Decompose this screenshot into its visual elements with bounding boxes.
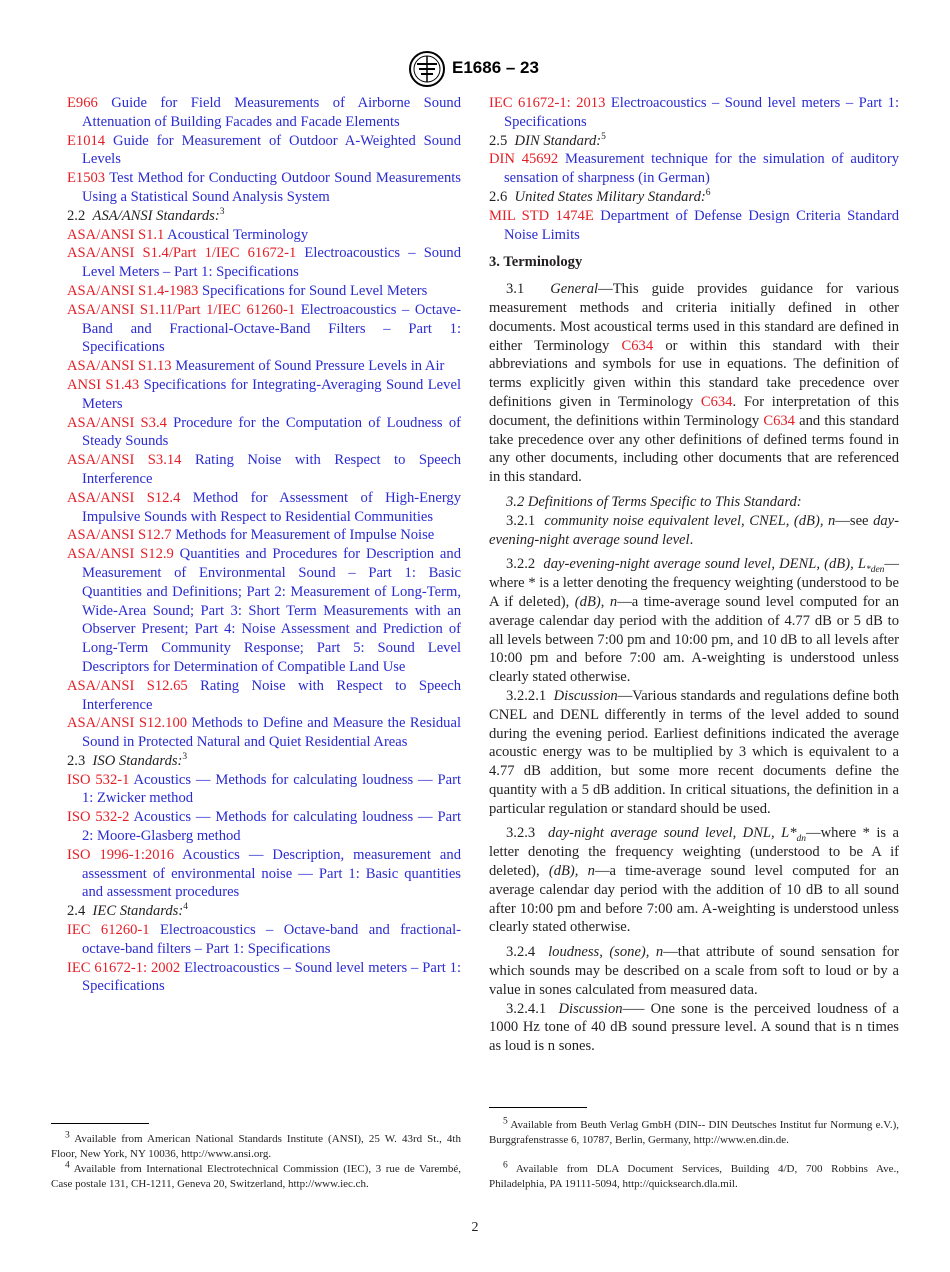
astm-logo-icon xyxy=(408,50,446,88)
paragraph-3-2-4-1: 3.2.4.1 Discussion—– One sone is the perceived loudness of a 1000 Hz tone of 40 dB sound pressure level. A sound that is n times as loud is n sones. xyxy=(489,1000,899,1055)
reference-title-link[interactable]: Rating Noise with Respect to Speech Interference xyxy=(82,677,462,713)
section-2-3: 2.3 ISO Standards:$^3$ xyxy=(67,752,188,769)
reference-title-link[interactable]: Guide for Field Measurements of Airborne Sound Attenuation of Building Facades and Facade Elements xyxy=(82,95,461,130)
reference-title-link[interactable]: Measurement of Sound Pressure Levels in Air xyxy=(175,358,445,375)
footnote-rule-right xyxy=(489,1107,587,1108)
reference-title-link[interactable]: Rating Noise with Respect to Speech Interference xyxy=(82,452,462,487)
reference-code-link[interactable]: IEC 61260-1 xyxy=(67,922,150,939)
reference-item xyxy=(67,132,461,170)
paragraph-3-1: 3.1 General—This guide provides guidance for various measurement methods and criteria initially defined in other documents. Most acoustical terms used in this standard are defined in either Terminology C634 or within this standard with their abbreviations and symbols for use in equations. The definition of terms explicitly given within this standard take precedence over definitions given in Terminology C634. For interpretation of this document, the definitions within Terminology C634 and this standard take precedence over any other definitions of defined terms found in any other documents, including other documents that are referenced in this standard. xyxy=(489,281,899,486)
paragraph-3-2-2-1: 3.2.2.1 Discussion—Various standards and regulations define both CNEL and DENL differently in terms of the level added to sound during the evening period. Earliest definitions indicated the average acoustic energy was to be multiplied by 3 which is equivalent to a 4.77 dB addition, but some more recent documents define the quantity with a 5 dB addition. In critical situations, the definition in a particular regulation or standard should be used. xyxy=(489,687,899,817)
reference-list-ansi xyxy=(67,226,461,752)
reference-code-link[interactable]: ASA/ANSI S1.13 xyxy=(67,358,172,375)
section-2-5: 2.5 DIN Standard:$^5$ xyxy=(489,131,606,149)
reference-item xyxy=(489,207,899,245)
reference-title-link[interactable]: Specifications for Sound Level Meters xyxy=(202,282,428,299)
reference-title-link[interactable]: Measurement technique for the simulation of auditory sensation of sharpness (in German) xyxy=(504,151,899,187)
reference-item xyxy=(67,244,461,282)
reference-title-link[interactable]: Electroacoustics – Sound Level Meters – Part 1: Specifications xyxy=(82,245,461,281)
footnote-rule-left xyxy=(51,1123,149,1124)
right-column xyxy=(489,94,899,1056)
reference-code-link[interactable]: ASA/ANSI S12.65 xyxy=(67,677,188,694)
reference-code-link[interactable]: ASA/ANSI S1.1 xyxy=(67,226,165,243)
reference-item xyxy=(67,714,461,752)
section-2-2: 2.2 ASA/ANSI Standards:$^3$ xyxy=(67,206,225,224)
page-number: 2 xyxy=(471,1220,479,1235)
reference-code-link[interactable]: IEC 61672-1: 2013 xyxy=(489,95,606,111)
paragraph-3-2-2: 3.2.2 day-evening-night average sound level, DENL, (dB), $L_{*den}—where$ * is a letter denoting the frequency weighting (understood to be A if deleted), (dB), n—a time-average sound level computed for an average calendar day period with the addition of 4.77 dB or 5 dB to all levels between 7:00 pm and 10:00 pm, and 10 dB to all levels after 10:00 pm and before 7:00 am. A-weighting is understood unless clearly stated otherwise. xyxy=(489,556,899,686)
reference-code-link[interactable]: ASA/ANSI S12.7 xyxy=(67,527,172,544)
paragraph-3-2-3: 3.2.3 day-night average sound level, DNL, $L*_{dn}—where$ * is a letter denoting the frequency weighting (understood to be A if deleted), (dB), n—a time-average sound level computed for an average calendar day period with the addition of 10 dB to all sound after 10:00 pm and before 7:00 am. A-weighting is understood unless clearly stated otherwise. xyxy=(489,825,900,936)
reference-code-link[interactable]: ISO 532-1 xyxy=(67,771,130,788)
reference-code-link[interactable]: IEC 61672-1: 2002 xyxy=(67,959,181,976)
reference-code-link[interactable]: ISO 532-2 xyxy=(67,809,130,826)
reference-title-link[interactable]: Methods to Define and Measure the Residual Sound in Protected Natural and Quiet Residential Areas xyxy=(82,715,462,751)
reference-code-link[interactable]: ASA/ANSI S1.4/Part 1/IEC 61672-1 xyxy=(67,245,297,262)
reference-code-link[interactable]: ASA/ANSI S3.14 xyxy=(67,452,182,469)
link-c634[interactable]: C634 xyxy=(700,393,733,410)
reference-title-link[interactable]: Department of Defense Design Criteria Standard Noise Limits xyxy=(504,207,899,243)
reference-title-link[interactable]: Acoustical Terminology xyxy=(167,226,309,243)
reference-item xyxy=(489,150,899,188)
section-2-6: 2.6 United States Military Standard:$^6$ xyxy=(489,188,711,205)
reference-item xyxy=(67,226,461,245)
reference-code-link[interactable]: ASA/ANSI S1.4-1983 xyxy=(67,282,199,299)
reference-item xyxy=(67,677,461,715)
link-c634[interactable]: C634 xyxy=(621,337,654,354)
reference-title-link[interactable]: Methods for Measurement of Impulse Noise xyxy=(175,527,435,544)
paragraph-3-2-1: 3.2.1 community noise equivalent level, CNEL, (dB), n—see day-evening-night average sound level. xyxy=(489,512,899,548)
footnote-4: $^4$ Available from International Electrotechnical Commission (IEC), 3 rue de Varembé, Case postale 131, CH-1211, Geneva 20, Switzerland, http://www.iec.ch. xyxy=(51,1160,461,1190)
reference-item xyxy=(67,771,461,809)
reference-item xyxy=(67,376,461,414)
reference-code-link[interactable]: ASA/ANSI S12.100 xyxy=(67,715,188,732)
paragraph-3-2: 3.2 Definitions of Terms Specific to This Standard: xyxy=(506,493,802,510)
link-c634[interactable]: C634 xyxy=(763,412,795,429)
reference-code-link[interactable]: ASA/ANSI S1.11/Part 1/IEC 61260-1 xyxy=(67,301,296,318)
reference-code-link[interactable]: E966 xyxy=(67,95,98,111)
reference-item xyxy=(67,94,461,132)
reference-code-link[interactable]: MIL STD 1474E xyxy=(489,207,594,224)
reference-item xyxy=(67,545,461,677)
reference-list-astm xyxy=(67,94,461,207)
footnote-3: $^3$ Available from American National Standards Institute (ANSI), 25 W. 43rd St., 4th Floor, New York, NY 10036, http://www.ansi.org. xyxy=(51,1130,461,1160)
reference-title-link[interactable]: Electroacoustics – Sound level meters – Part 1: Specifications xyxy=(82,959,461,995)
reference-list-iec xyxy=(67,921,461,996)
reference-item xyxy=(67,846,461,902)
section-heading-terminology: 3. Terminology xyxy=(489,254,583,271)
reference-title-link[interactable]: Procedure for the Computation of Loudness of Steady Sounds xyxy=(82,414,462,450)
document-designation: E1686 – 23 xyxy=(452,58,539,77)
reference-item xyxy=(67,169,461,207)
reference-title-link[interactable]: Acoustics — Description, measurement and assessment of environmental noise — Part 1: Basic quantities and assessment procedures xyxy=(82,846,461,901)
reference-item xyxy=(67,282,461,301)
reference-item xyxy=(67,526,461,545)
reference-item xyxy=(67,357,461,376)
reference-title-link[interactable]: Electroacoustics – Octave-band and fractional-octave-band filters – Part 1: Specifications xyxy=(82,922,461,957)
footnote-5: $^5$ Available from Beuth Verlag GmbH (DIN-- DIN Deutsches Institut fur Normung e.V.), Burggrafenstrasse 6, 10787, Berlin, Germany, http://www.en.din.de. xyxy=(489,1116,899,1146)
reference-code-link[interactable]: ASA/ANSI S12.9 xyxy=(67,546,174,563)
reference-list-mil xyxy=(489,207,899,245)
reference-title-link[interactable]: Method for Assessment of High-Energy Impulsive Sounds with Respect to Residential Communities xyxy=(82,489,462,525)
reference-code-link[interactable]: E1503 xyxy=(67,170,106,187)
reference-item xyxy=(67,959,461,997)
paragraph-3-2-4: 3.2.4 loudness, (sone), n—that attribute of sound sensation for which sounds may be described on a scale from soft to loud or by a value in sones calculated from measured data. xyxy=(489,944,899,998)
reference-item xyxy=(489,94,899,132)
reference-item xyxy=(67,301,461,357)
reference-list-din xyxy=(489,150,899,188)
reference-title-link[interactable]: Quantities and Procedures for Description and Measurement of Environmental Sound – Part 1: Basic Quantities and Definitions; Part 2: Measurement of Long-Term, Wide-Area Sound; Part 3: Short Term Measurements with an Observer Present; Part 4: Noise Assessment and Prediction of Long-Term Community Response; Part 5: Sound Level Descriptors for Determination of Compatible Land Use xyxy=(82,546,461,675)
reference-item xyxy=(67,489,461,527)
reference-title-link[interactable]: Guide for Measurement of Outdoor A-Weighted Sound Levels xyxy=(82,132,461,168)
left-column xyxy=(67,94,461,996)
reference-item xyxy=(67,414,461,452)
reference-code-link[interactable]: ANSI S1.43 xyxy=(67,376,140,393)
reference-code-link[interactable]: DIN 45692 xyxy=(489,151,559,168)
reference-title-link[interactable]: Test Method for Conducting Outdoor Sound Measurements Using a Statistical Sound Analysis System xyxy=(82,170,461,205)
section-2-4: 2.4 IEC Standards:$^4$ xyxy=(67,902,188,920)
reference-item xyxy=(67,921,461,959)
reference-list-iso xyxy=(67,771,461,903)
reference-title-link[interactable]: Acoustics — Methods for calculating loudness — Part 2: Moore-Glasberg method xyxy=(82,809,462,845)
reference-item xyxy=(67,451,461,489)
reference-code-link[interactable]: ISO 1996-1:2016 xyxy=(67,846,175,863)
reference-code-link[interactable]: ASA/ANSI S12.4 xyxy=(67,489,181,506)
reference-title-link[interactable]: Acoustics — Methods for calculating loudness — Part 1: Zwicker method xyxy=(82,771,462,807)
reference-title-link[interactable]: Electroacoustics – Sound level meters – Part 1: Specifications xyxy=(504,95,899,130)
footnote-6: $^6$ Available from DLA Document Services, Building 4/D, 700 Robbins Ave., Philadelphia, PA 19111-5094, http://quicksearch.dla.mil. xyxy=(489,1160,899,1190)
reference-item xyxy=(67,808,461,846)
reference-title-link[interactable]: Electroacoustics – Octave-Band and Fractional-Octave-Band Filters – Part 1: Specifications xyxy=(82,301,462,356)
reference-code-link[interactable]: ASA/ANSI S3.4 xyxy=(67,414,167,431)
reference-title-link[interactable]: Specifications for Integrating-Averaging Sound Level Meters xyxy=(82,376,461,412)
reference-list-iec-2013 xyxy=(489,94,899,132)
reference-code-link[interactable]: E1014 xyxy=(67,132,106,149)
